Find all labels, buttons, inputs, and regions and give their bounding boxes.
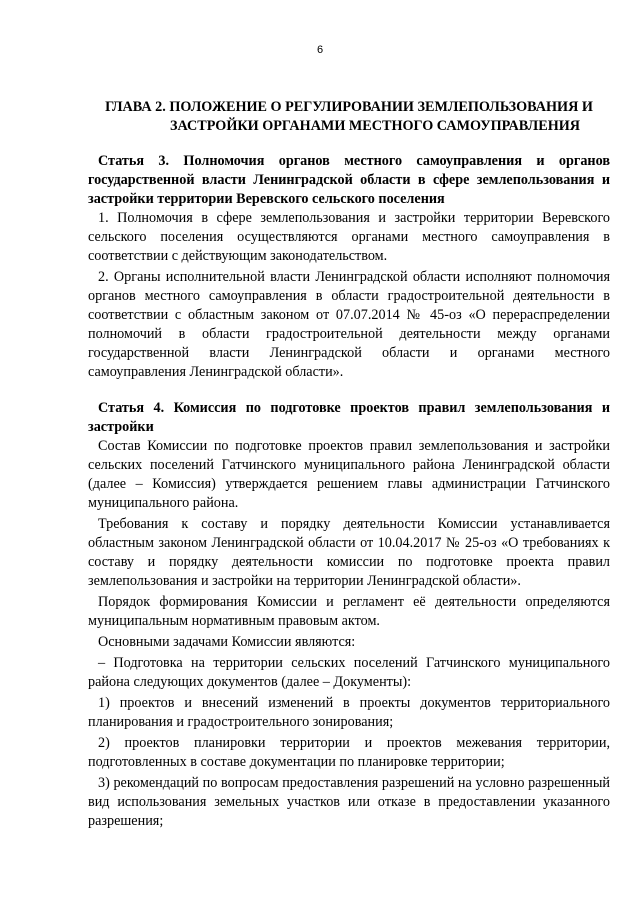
article-3 xyxy=(88,152,610,382)
page-number: 6 xyxy=(316,44,324,56)
article-4-list-item-2: 2) проектов планировки территории и проектов межевания территории, подготовленных в составе документации по планировке территории; xyxy=(88,735,610,770)
article-4-list-item-3: 3) рекомендаций по вопросам предоставления разрешений на условно разрешенный вид использования земельных участков или отказе в предоставлении указанного разрешения; xyxy=(88,775,610,829)
article-4-paragraph-1: Состав Комиссии по подготовке проектов правил землепользования и застройки сельских поселений Гатчинского муниципального района Ленинградской области (далее – Комиссия) утверждается решением главы администрации Гатчинского муниципального района. xyxy=(88,438,610,511)
article-4-paragraph-4: Основными задачами Комиссии являются: xyxy=(98,634,356,650)
article-4-list-item-dash: – Подготовка на территории сельских поселений Гатчинского муниципального района следующих документов (далее – Документы): xyxy=(88,655,610,690)
section-spacer xyxy=(88,384,610,399)
article-4-list-item-1: 1) проектов и внесений изменений в проекты документов территориального планирования и градостроительного зонирования; xyxy=(88,695,610,730)
article-3-paragraph-1: 1. Полномочия в сфере землепользования и застройки территории Веревского сельского поселения осуществляются органами местного самоуправления в соответствии с действующим законодательством. xyxy=(88,210,610,264)
article-4 xyxy=(88,399,610,831)
article-3-paragraph-2: 2. Органы исполнительной власти Ленинградской области исполняют полномочия органов местного самоуправления в области градостроительной деятельности в соответствии с областным законом от 07.07.2014 № 45-оз «О перераспределении полномочий в области градостроительной деятельности между органами государственной власти Ленинградской области и органами местного самоуправления Ленинградской области». xyxy=(88,269,610,380)
chapter-title-line-2: ЗАСТРОЙКИ ОРГАНАМИ МЕСТНОГО САМОУПРАВЛЕНИЯ xyxy=(169,118,581,134)
article-3-heading: Статья 3. Полномочия органов местного самоуправления и органов государственной власти Ленинградской области в сфере землепользования и застройки территории Веревского сельского поселения xyxy=(88,153,610,207)
document-body xyxy=(88,98,610,833)
article-4-paragraph-3: Порядок формирования Комиссии и регламент её деятельности определяются муниципальным нормативным правовым актом. xyxy=(88,594,610,629)
chapter-title xyxy=(88,98,610,136)
chapter-title-line-1: ГЛАВА 2. ПОЛОЖЕНИЕ О РЕГУЛИРОВАНИИ ЗЕМЛЕПОЛЬЗОВАНИЯ И xyxy=(105,99,593,115)
article-4-paragraph-2: Требования к составу и порядку деятельности Комиссии устанавливается областным законом Ленинградской области от 10.04.2017 № 25-оз «О требованиях к составу и порядку деятельности комиссии по подготовке проекта правил землепользования и застройки на территории Ленинградской области». xyxy=(88,516,610,589)
article-4-heading: Статья 4. Комиссия по подготовке проектов правил землепользования и застройки xyxy=(88,400,610,435)
